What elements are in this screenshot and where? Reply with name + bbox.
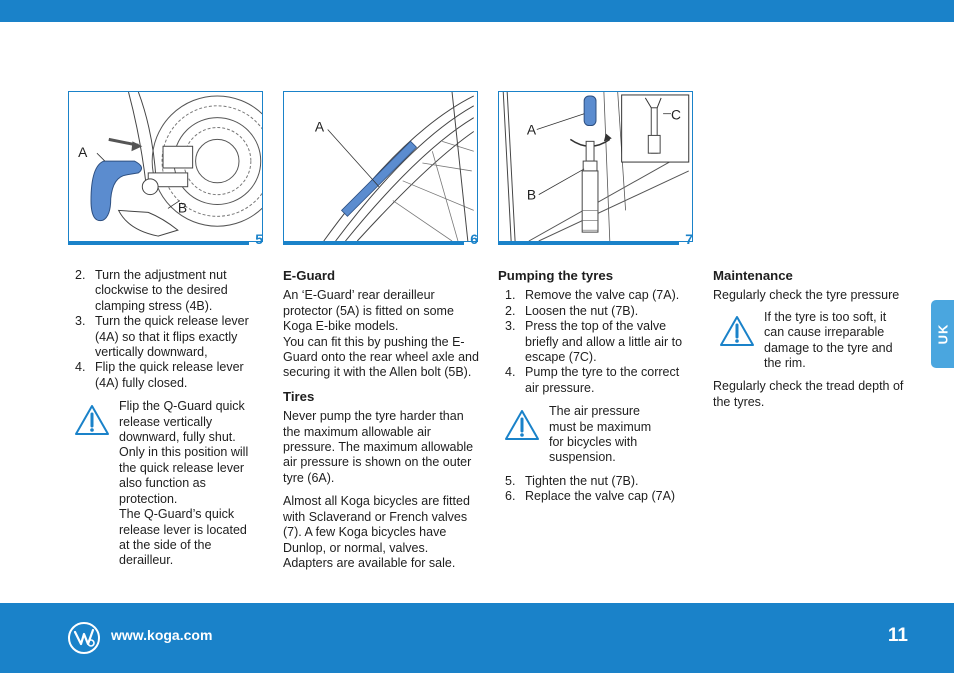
language-tab[interactable] (931, 300, 954, 368)
list-item: 1. Remove the valve cap (7A). (505, 288, 680, 303)
warning-triangle-icon (504, 408, 540, 442)
list-item: 2. Loosen the nut (7B). (505, 303, 639, 318)
warning-text: If the tyre is too soft, it can cause irreparable damage to the tyre and the rim. (764, 309, 893, 371)
warning-note (68, 399, 258, 568)
column-maintenance (713, 268, 911, 410)
paragraph: Never pump the tyre harder than the maximum allowable air pressure. The maximum allowable air pressure is shown on the outer tyre (6A). (283, 409, 474, 485)
callout-c: C (670, 106, 681, 123)
callout-a: A (78, 144, 88, 161)
list-item: 4. Flip the quick release lever (4A) fully closed. (75, 360, 244, 390)
website-link[interactable]: www.koga.com (111, 627, 213, 643)
figure-6-tyre (283, 91, 478, 245)
column-quick-release (68, 268, 266, 577)
section-heading: Maintenance (713, 268, 793, 283)
top-color-band (0, 0, 954, 22)
warning-text: Flip the Q-Guard quick release vertically downward, fully shut. Only in this position will the quick release lever also function as protection. (119, 399, 249, 506)
figure-7-valve (498, 91, 693, 245)
callout-b: B (177, 199, 188, 216)
warning-triangle-icon (719, 314, 755, 348)
quick-release-steps (68, 268, 266, 391)
callout-a: A (314, 118, 325, 135)
list-item: 2. Turn the adjustment nut clockwise to the desired clamping stress (4B). (75, 268, 228, 313)
warning-note (498, 404, 659, 466)
section-heading: Pumping the tyres (498, 268, 614, 283)
list-item: 3. Turn the quick release lever (4A) so that it flips exactly vertically downward, (75, 314, 249, 360)
warning-text: The Q-Guard’s quick release lever is located at the side of the derailleur. (119, 507, 247, 568)
callout-b: B (526, 186, 537, 203)
tyre-illustration (283, 91, 478, 242)
figure-number: 6 (470, 231, 478, 247)
figure-bar (68, 242, 249, 245)
figure-number: 7 (685, 231, 693, 247)
warning-note (713, 310, 904, 372)
warning-triangle-icon (74, 403, 110, 437)
column-eguard-tires (283, 268, 481, 571)
figure-5-derailleur-guard (68, 91, 263, 245)
figure-bar (283, 242, 464, 245)
paragraph: Almost all Koga bicycles are fitted with Sclaverand or French valves (7). A few Koga bicycles have Dunlop, or normal, valves. Adapters are available for sale. (283, 494, 470, 570)
footer-band (0, 603, 954, 673)
paragraph: Regularly check the tyre pressure (713, 288, 900, 303)
column-pumping (498, 268, 696, 505)
paragraph: Regularly check the tread depth of the tyres. (713, 379, 904, 409)
paragraph: An ‘E-Guard’ rear derailleur protector (5A) is fitted on some Koga E-bike models. (283, 288, 454, 334)
warning-text: The air pressure must be maximum for bicycles with suspension. (549, 404, 652, 465)
pumping-steps-continued (498, 474, 696, 505)
language-tab-label: UK (935, 323, 950, 345)
callout-a: A (526, 121, 537, 138)
list-item: 5. Tighten the nut (7B). (505, 473, 639, 488)
derailleur-illustration (68, 91, 263, 242)
list-item: 4. Pump the tyre to the correct air pressure. (505, 365, 680, 395)
page-number: 11 (887, 625, 908, 646)
koga-logo-icon (68, 622, 100, 654)
valve-illustration (498, 91, 693, 242)
section-heading: Tires (283, 388, 315, 404)
figure-number: 5 (255, 231, 263, 247)
paragraph: You can fit this by pushing the E-Guard onto the rear wheel axle and securing it with the Allen bolt (5B). (283, 334, 479, 380)
list-item: 3. Press the top of the valve briefly and allow a little air to escape (7C). (505, 319, 683, 365)
pumping-steps (498, 288, 696, 396)
list-item: 6. Replace the valve cap (7A) (505, 489, 676, 504)
section-heading: E-Guard (283, 268, 336, 283)
figure-bar (498, 242, 679, 245)
